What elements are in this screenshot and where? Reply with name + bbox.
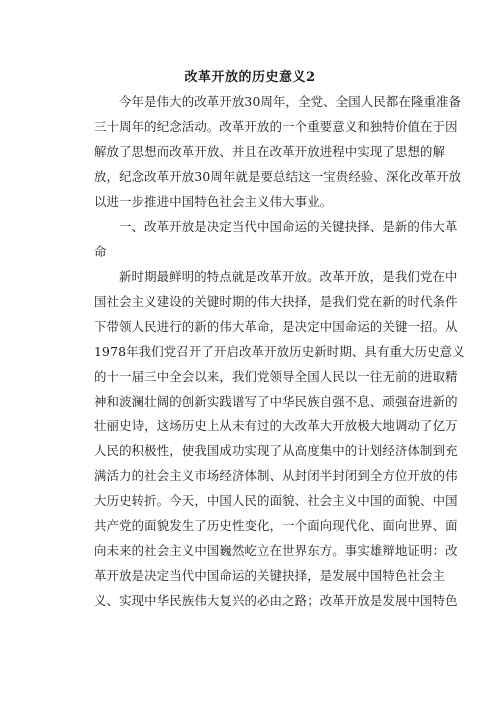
paragraph-line: 的十一届三中全会以来，我们党领导全国人民以一往无前的进取精 bbox=[94, 368, 458, 384]
paragraph-line: 三十周年的纪念活动。改革开放的一个重要意义和独特价值在于因 bbox=[94, 118, 458, 134]
section-heading-line: 命 bbox=[94, 243, 107, 259]
paragraph-line: 壮丽史诗，这场历史上从未有过的大改革大开放极大地调动了亿万 bbox=[94, 418, 458, 434]
paragraph-line: 共产党的面貌发生了历史性变化，一个面向现代化、面向世界、面 bbox=[94, 518, 458, 534]
paragraph-line: 1978年我们党召开了开启改革开放历史新时期、具有重大历史意义 bbox=[94, 343, 465, 359]
paragraph-body bbox=[94, 265, 465, 614]
document-title: 改革开放的历史意义2 bbox=[184, 70, 316, 85]
paragraph-line: 革开放是决定当代中国命运的关键抉择，是发展中国特色社会主 bbox=[94, 567, 446, 583]
paragraph-line: 人民的积极性，使我国成功实现了从高度集中的计划经济体制到充 bbox=[94, 443, 458, 459]
paragraph-line: 新时期最鲜明的特点就是改革开放。改革开放，是我们党在中 bbox=[119, 269, 458, 284]
paragraph-line: 放，纪念改革开放30周年就是要总结这一宝贵经验、深化改革开放 bbox=[94, 168, 462, 184]
section-heading-line: 一、改革开放是决定当代中国命运的关键抉择、是新的伟大革 bbox=[119, 219, 458, 234]
paragraph-line: 满活力的社会主义市场经济体制、从封闭半封闭到全方位开放的伟 bbox=[94, 468, 458, 484]
paragraph-line: 今年是伟大的改革开放30周年，全党、全国人民都在隆重准备 bbox=[119, 94, 462, 109]
paragraph-line: 以进一步推进中国特色社会主义伟大事业。 bbox=[94, 193, 333, 209]
paragraph-intro bbox=[94, 90, 462, 215]
paragraph-line: 神和波澜壮阔的创新实践谱写了中华民族自强不息、顽强奋进新的 bbox=[94, 393, 458, 409]
paragraph-line: 下带领人民进行的新的伟大革命，是决定中国命运的关键一招。从 bbox=[94, 318, 458, 334]
paragraph-line: 义、实现中华民族伟大复兴的必由之路；改革开放是发展中国特色 bbox=[94, 592, 458, 608]
section-heading bbox=[94, 215, 458, 265]
paragraph-line: 大历史转折。今天，中国人民的面貌、社会主义中国的面貌、中国 bbox=[94, 493, 458, 509]
paragraph-line: 向未来的社会主义中国巍然屹立在世界东方。事实雄辩地证明：改 bbox=[94, 542, 458, 558]
paragraph-line: 国社会主义建设的关键时期的伟大抉择，是我们党在新的时代条件 bbox=[94, 293, 458, 309]
paragraph-line: 解放了思想而改革开放、并且在改革开放进程中实现了思想的解 bbox=[94, 143, 446, 159]
